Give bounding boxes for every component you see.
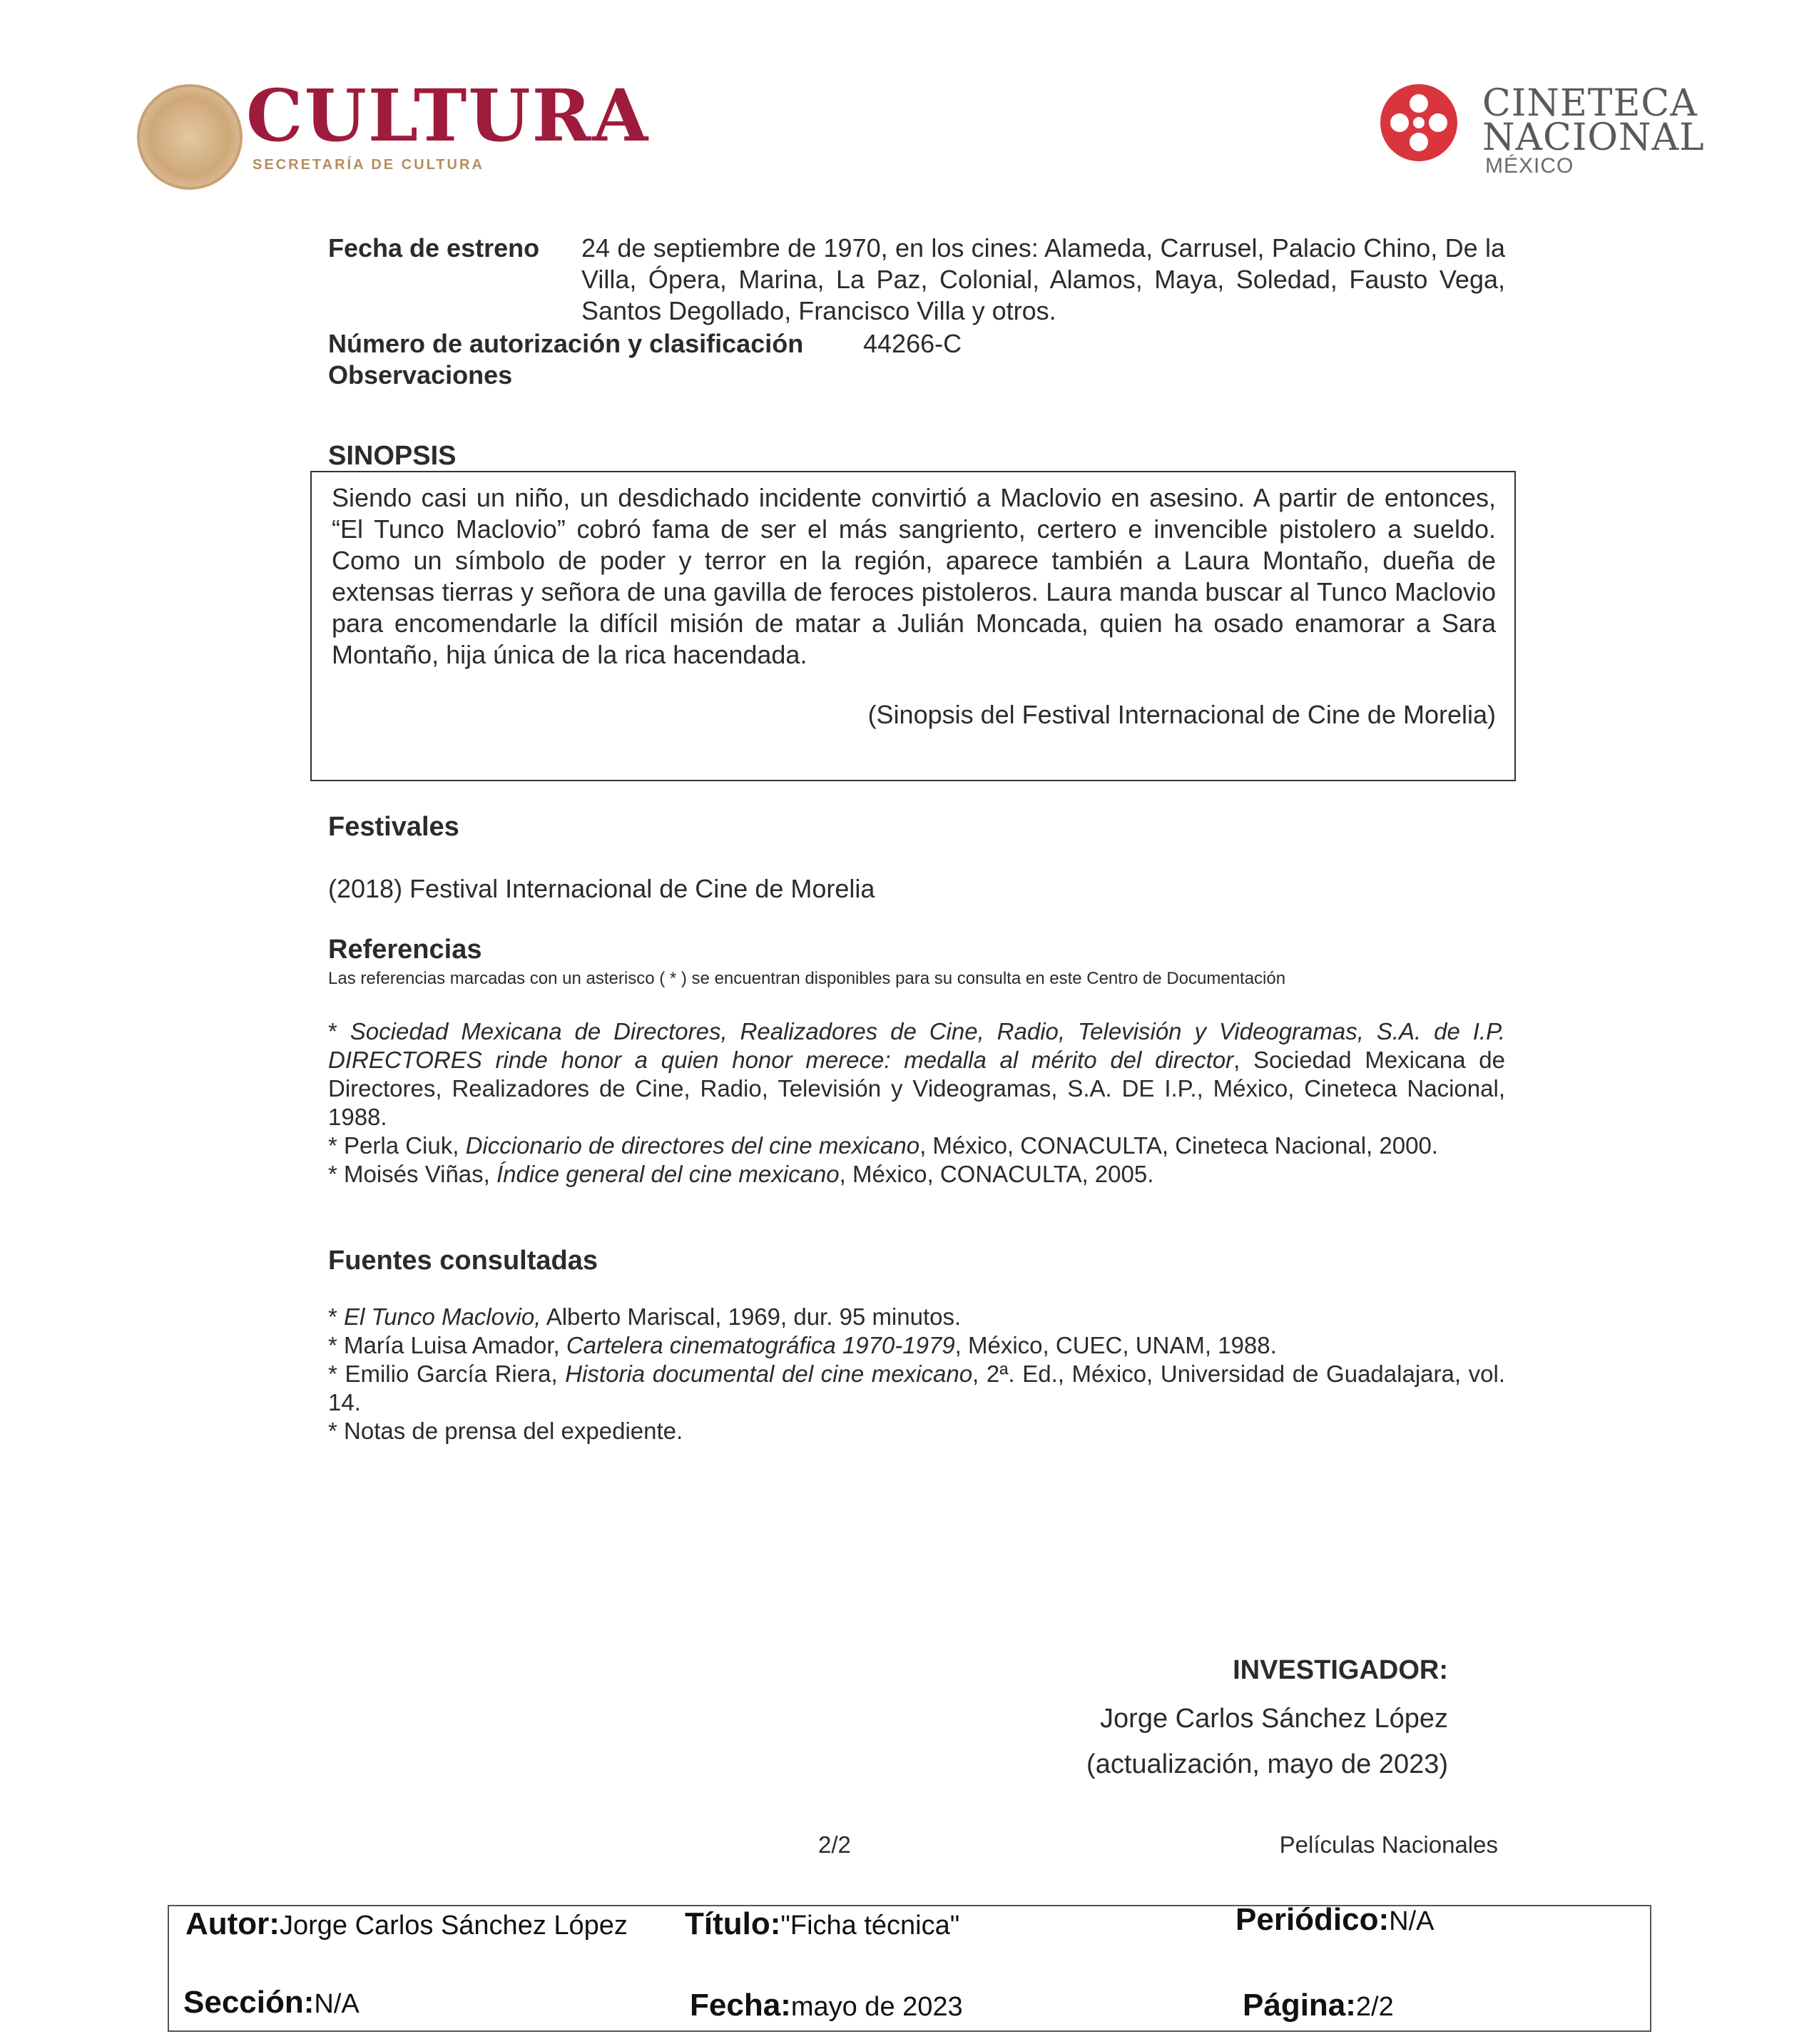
page-section: Películas Nacionales (1279, 1831, 1498, 1858)
cineteca-logo-country: MÉXICO (1485, 154, 1574, 178)
fecha-label: Fecha: (690, 1988, 791, 2023)
sinopsis-heading: SINOPSIS (328, 441, 457, 471)
reference-item: * Sociedad Mexicana de Directores, Realizadores de Cine, Radio, Televisión y Videogramas, S.A. de I.P. DIRECTORES rinde honor a quien honor merece: medalla al mérito del director, Sociedad Mexicana de Directores, Realizadores de Cine, Radio, Televisión y Videogramas, S.A. DE I.P., México, Cineteca Nacional, 1988. (328, 1018, 1506, 1130)
sinopsis-source: (Sinopsis del Festival Internacional de Cine de Morelia) (867, 700, 1496, 729)
observaciones-label: Observaciones (328, 360, 513, 390)
seccion-label: Sección: (183, 1985, 315, 2020)
seccion-cell (183, 1985, 360, 2020)
seccion-value: N/A (314, 1989, 360, 2019)
referencias-list (328, 1017, 1505, 1189)
autorizacion-label: Número de autorización y clasificación (328, 329, 804, 358)
titulo-value: "Ficha técnica" (780, 1911, 960, 1941)
investigador-update: (actualización, mayo de 2023) (1086, 1749, 1448, 1779)
referencias-heading: Referencias (328, 935, 482, 965)
source-item: * Notas de prensa del expediente. (328, 1418, 683, 1444)
pagina-cell (1243, 1988, 1394, 2023)
cineteca-reel-icon (1380, 84, 1457, 161)
autor-value: Jorge Carlos Sánchez López (279, 1911, 628, 1941)
periodico-cell (1235, 1902, 1435, 1938)
referencias-note: Las referencias marcadas con un asterisco ( * ) se encuentran disponibles para su consulta en este Centro de Documentación (328, 969, 1286, 988)
titulo-label: Título: (685, 1906, 781, 1941)
festivales-heading: Festivales (328, 812, 459, 842)
cultura-logo-title: CULTURA (246, 73, 650, 158)
reference-item: * Perla Ciuk, Diccionario de directores del cine mexicano, México, CONACULTA, Cineteca Nacional, 2000. (328, 1132, 1438, 1159)
pagina-value: 2/2 (1355, 1992, 1394, 2022)
cultura-logo-subtitle: SECRETARÍA DE CULTURA (253, 157, 484, 173)
sinopsis-text: Siendo casi un niño, un desdichado incidente convirtió a Maclovio en asesino. A partir de entonces, “El Tunco Maclovio” cobró fama de ser el más sangriento, certero e invencible pistolero a sueldo. Como un símbolo de poder y terror en la región, aparece también a Laura Montaño, dueña de extensas tierras y señora de una gavilla de feroces pistoleros. Laura manda buscar al Tunco Maclovio para encomendarle la difícil misión de matar a Julián Moncada, quien ha osado enamorar a Sara Montaño, hija única de la rica hacendada. (332, 483, 1496, 669)
autor-label: Autor: (185, 1906, 280, 1941)
estreno-label: Fecha de estreno (328, 233, 540, 263)
investigador-label: INVESTIGADOR: (1233, 1655, 1448, 1685)
fuentes-heading: Fuentes consultadas (328, 1246, 598, 1276)
autor-cell (185, 1906, 628, 1942)
fecha-cell (690, 1988, 963, 2023)
source-item: * Emilio García Riera, Historia documental del cine mexicano, 2ª. Ed., México, Universidad de Guadalajara, vol. 14. (328, 1361, 1505, 1415)
autorizacion-value: 44266-C (863, 329, 962, 358)
titulo-cell (685, 1906, 959, 1942)
source-item: * María Luisa Amador, Cartelera cinematográfica 1970-1979, México, CUEC, UNAM, 1988. (328, 1332, 1277, 1358)
national-seal-logo (137, 84, 243, 190)
fuentes-list (328, 1303, 1505, 1445)
source-item: * El Tunco Maclovio, Alberto Mariscal, 1969, dur. 95 minutos. (328, 1303, 962, 1330)
festival-item: (2018) Festival Internacional de Cine de Morelia (328, 874, 875, 903)
periodico-label: Periódico: (1235, 1902, 1390, 1937)
investigador-name: Jorge Carlos Sánchez López (1100, 1704, 1448, 1734)
page-number: 2/2 (818, 1831, 851, 1858)
cineteca-logo-name: CINETECA NACIONAL (1482, 82, 1705, 159)
pagina-label: Página: (1243, 1988, 1356, 2023)
fecha-value: mayo de 2023 (790, 1992, 963, 2022)
periodico-value: N/A (1389, 1906, 1435, 1936)
reference-item: * Moisés Viñas, Índice general del cine mexicano, México, CONACULTA, 2005. (328, 1161, 1154, 1187)
estreno-value: 24 de septiembre de 1970, en los cines: Alameda, Carrusel, Palacio Chino, De la Villa, Ópera, Marina, La Paz, Colonial, Alamos, Maya, Soledad, Fausto Vega, Santos Degollado, Francisco Villa y otros. (581, 233, 1505, 325)
